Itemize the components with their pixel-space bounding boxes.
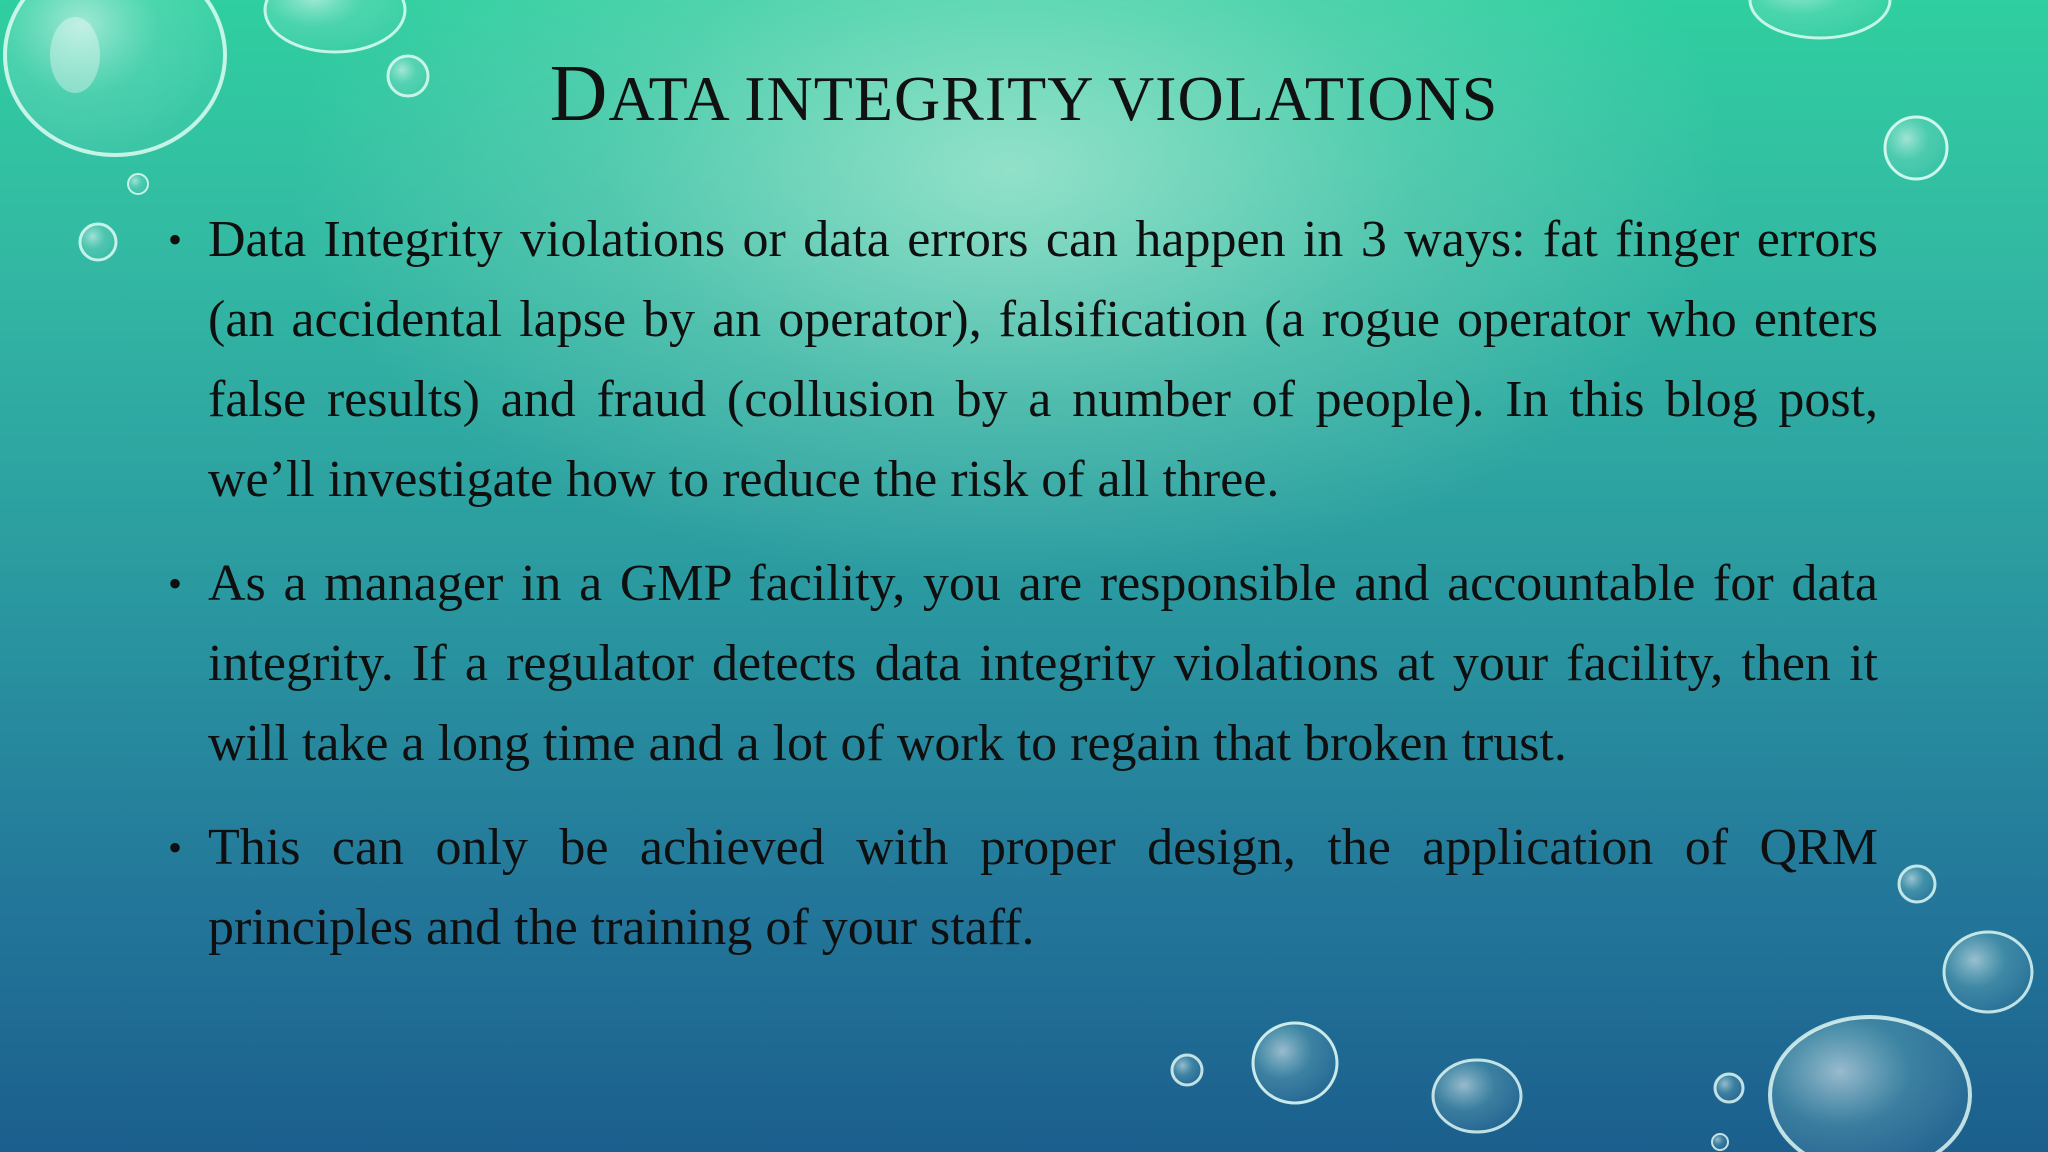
bullet-list [168,200,1878,992]
slide-title-initial: D [549,50,609,138]
slide-title-rest: ATA INTEGRITY VIOLATIONS [608,63,1499,134]
bullet-item [168,808,1878,968]
bullet-text: As a manager in a GMP facility, you are responsible and accountable for data integrity. If a regulator detects data integrity violations at your facility, then it will take a long time and a lot of work to regain that broken trust. [208,555,1878,772]
droplet [1770,1017,1970,1152]
droplet [1899,866,1935,902]
bullet-marker: • [168,825,183,870]
bullet-marker: • [168,217,183,262]
droplet [80,224,116,260]
bullet-marker: • [168,561,183,606]
droplet [1253,1023,1337,1103]
droplet [265,0,405,52]
droplet [1712,1134,1728,1150]
bullet-text: This can only be achieved with proper design, the application of QRM principles and the training of your staff. [208,819,1878,956]
bullet-item [168,200,1878,520]
bullet-item [168,544,1878,784]
droplet [1750,0,1890,38]
droplet [1433,1060,1521,1132]
droplet [1715,1074,1743,1102]
bullet-text: Data Integrity violations or data errors can happen in 3 ways: fat finger errors (an accidental lapse by an operator), falsification (a rogue operator who enters false results) and fraud (collusion by a number of people). In this blog post, we’ll investigate how to reduce the risk of all three. [208,211,1878,508]
droplet [1944,932,2032,1012]
slide-title [0,48,2048,145]
droplet [1172,1055,1202,1085]
droplet [128,174,148,194]
